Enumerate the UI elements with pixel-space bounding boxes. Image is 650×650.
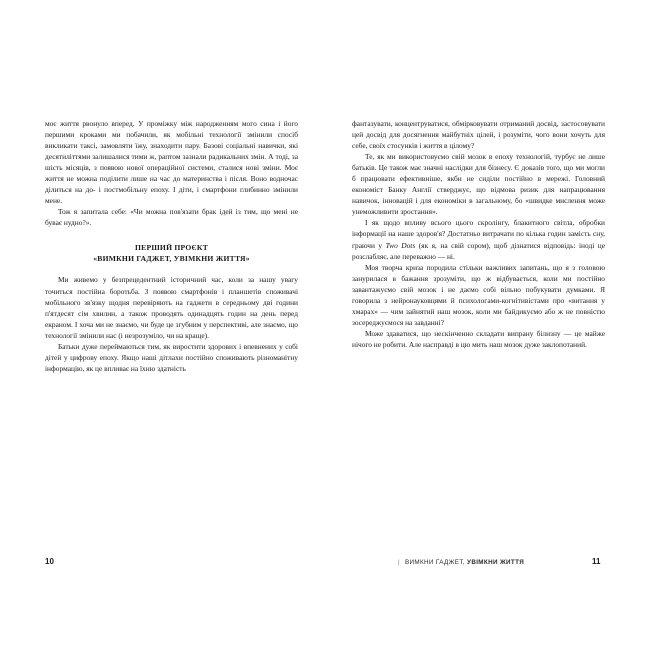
running-head-bold: УВІМКНИ ЖИТТЯ xyxy=(467,559,525,566)
paragraph: фантазувати, концентруватися, обмірковувати отриманий досвід, застосовувати цей досвід для досягнення майбутніх цілей, і розуміти, чого вони хочуть для себе, своїх стосунків і життя в цілому? xyxy=(352,119,605,151)
right-page xyxy=(352,118,605,558)
left-page xyxy=(45,118,298,558)
chapter-heading-line-1: ПЕРШИЙ ПРОЄКТ xyxy=(134,243,209,253)
paragraph: моє життя рвонуло вперед. У проміжку між народженням мого сина і його першими кроками ми побачили, як мобільні технології змінили спосіб викликати таксі, замовляти їжу, знаходити пару. Базові соціальні навички, які десятиліттями залишалися тими ж, раптом зазнали радикальних змін. А тоді, за шість місяців, з появою нової операційної системи, сталися нові зміни. Моє життя не можна поділити лише на час до материнства і після. Воно водночас ділиться на до- і постмобільну епоху. І діти, і смартфони глибинно змінили мене. xyxy=(45,119,298,206)
folio-left: 10 xyxy=(45,557,54,566)
paragraph: Може здаватися, що нескінченно складати випрану білизну — це майже нічого не робити. Але насправді в цю мить наш мозок дуже заклопотаний. xyxy=(352,328,605,349)
paragraph: Тож я запитала себе: «Чи можна пов'язати брак ідей із тим, що мені не буває нудно?». xyxy=(45,207,298,228)
folio-right: 11 xyxy=(592,557,601,566)
left-page-text-column xyxy=(45,118,298,374)
right-page-text-column xyxy=(352,118,605,350)
paragraph: Ми живемо у безпрецедентний історичний час, коли за нашу увагу точиться постійна боротьба. З появою смартфонів і планшетів споживачі мобільного зв'язку щодня перевіряють на гаджети в середньому дві години п'ятдесят сім хвилин, а також проводять одинадцять годин на день перед екраном. І хоча ми не знаємо, чи буде це згубним у перспективі, але знаємо, що технології змінили нас (і незрозуміло, чи на краще). xyxy=(45,275,298,340)
running-head-light: ВИМКНИ ГАДЖЕТ, xyxy=(405,559,465,566)
chapter-heading-line-2: «ВИМКНИ ГАДЖЕТ, УВІМКНИ ЖИТТЯ» xyxy=(93,254,250,264)
paragraph: Те, як ми використовуємо свій мозок в епоху технологій, турбує не лише батьків. Це також має значні наслідки для бізнесу. Є доказів того, що ми могли б працювати ефективніше, якби не сиділи постійно в мережі. Головний економіст Банку Англії стверджує, що відмова ризик для напрацювання навичок, інновацій і для економіки в загальному, бо «швидке мислення може унеможливити зростання». xyxy=(352,152,605,217)
running-head-separator: | xyxy=(398,559,400,566)
running-head xyxy=(398,559,588,566)
paragraph: Батьки дуже переймаються тим, як виростити здорових і впевнених у собі дітей у цифрову епоху. Якщо наші дітлахи постійно споживають різноманітну інформацію, як це впливає на їхню здатність xyxy=(45,341,298,373)
chapter-heading xyxy=(45,242,298,264)
paragraph: І як щодо впливу всього цього скролінгу, блакитного світла, обробки інформації на наше здоров'я? Достатньо витрачати по кілька годин замість сну, граючи у Two Dots (як я, на свій сором), щоб дізнатися відповідь: іноді це розслабляє, але переважно — ні. xyxy=(352,218,606,261)
paragraph: Моя творча криза породила стільки важливих запитань, що я з головою занурилася в бажання зрозуміти, що ж відбувається, коли ми постійно завантажуємо свій мозок і не даємо собі вільно побукувати думками. Я говорила з нейронауковцями й психологами-когнітивістами про «витання у хмарах» — чим зайнятий наш мозок, коли ми байдикуємо або ж не повністю зосереджуємося на завданні? xyxy=(352,262,605,327)
